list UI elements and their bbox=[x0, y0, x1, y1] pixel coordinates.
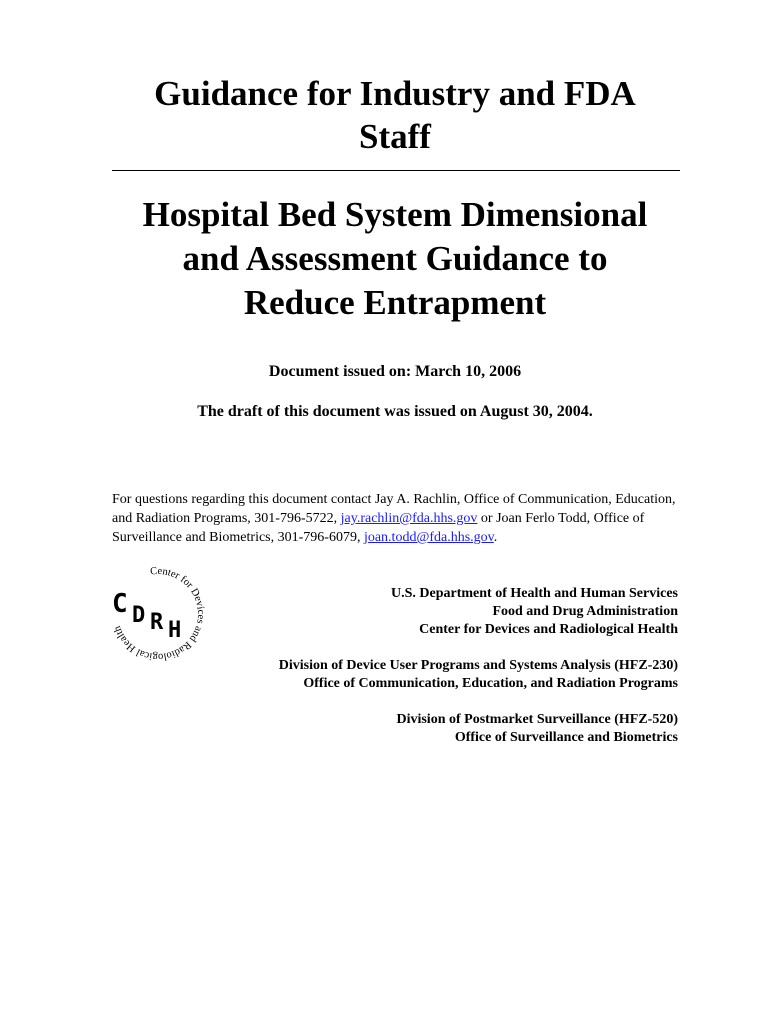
org-line: Food and Drug Administration bbox=[492, 604, 678, 619]
draft-date: The draft of this document was issued on August 30, 2004. bbox=[197, 403, 593, 420]
org-line: U.S. Department of Health and Human Services bbox=[391, 586, 678, 601]
logo-letter-d: D bbox=[132, 603, 146, 628]
title-divider bbox=[112, 170, 680, 171]
document-subtitle-line2: and Assessment Guidance to bbox=[182, 239, 608, 278]
cdrh-logo bbox=[104, 560, 212, 668]
contact-text-3: . bbox=[493, 530, 498, 545]
logo-letter-h: H bbox=[168, 618, 182, 643]
contact-text-1: For questions regarding this document contact Jay A. Rachlin, Office of Communication, Education, and Radiation Programs, 301-796-5722, bbox=[112, 492, 676, 526]
email-link-todd[interactable]: joan.todd@fda.hhs.gov bbox=[363, 530, 494, 545]
org-block-hfz230 bbox=[279, 657, 678, 693]
document-title-line1: Guidance for Industry and FDA bbox=[154, 74, 636, 113]
contact-paragraph bbox=[112, 490, 682, 547]
logo-letter-c: C bbox=[112, 589, 128, 619]
logo-letter-r: R bbox=[150, 610, 164, 635]
document-subtitle-line3: Reduce Entrapment bbox=[243, 283, 547, 322]
contact-text-2: or Joan Ferlo Todd, Office of Surveillance and Biometrics, 301-796-6079, bbox=[112, 511, 645, 545]
org-line: Office of Surveillance and Biometrics bbox=[454, 730, 678, 745]
document-title bbox=[90, 72, 700, 158]
org-line: Division of Device User Programs and Systems Analysis (HFZ-230) bbox=[278, 658, 678, 673]
document-subtitle-line1: Hospital Bed System Dimensional bbox=[142, 195, 648, 234]
issue-date: Document issued on: March 10, 2006 bbox=[268, 363, 522, 380]
document-title-line2: Staff bbox=[359, 117, 431, 156]
org-line: Center for Devices and Radiological Health bbox=[419, 622, 678, 637]
org-block-hfz520 bbox=[396, 711, 678, 747]
email-link-rachlin[interactable]: jay.rachlin@fda.hhs.gov bbox=[340, 511, 478, 526]
org-line: Office of Communication, Education, and Radiation Programs bbox=[303, 676, 678, 691]
logo-ring-textpath: Center for Devices and Radiological Health bbox=[112, 565, 207, 663]
org-block-hhs bbox=[391, 585, 678, 639]
org-line: Division of Postmarket Surveillance (HFZ-520) bbox=[396, 712, 678, 727]
document-subtitle bbox=[90, 193, 700, 325]
